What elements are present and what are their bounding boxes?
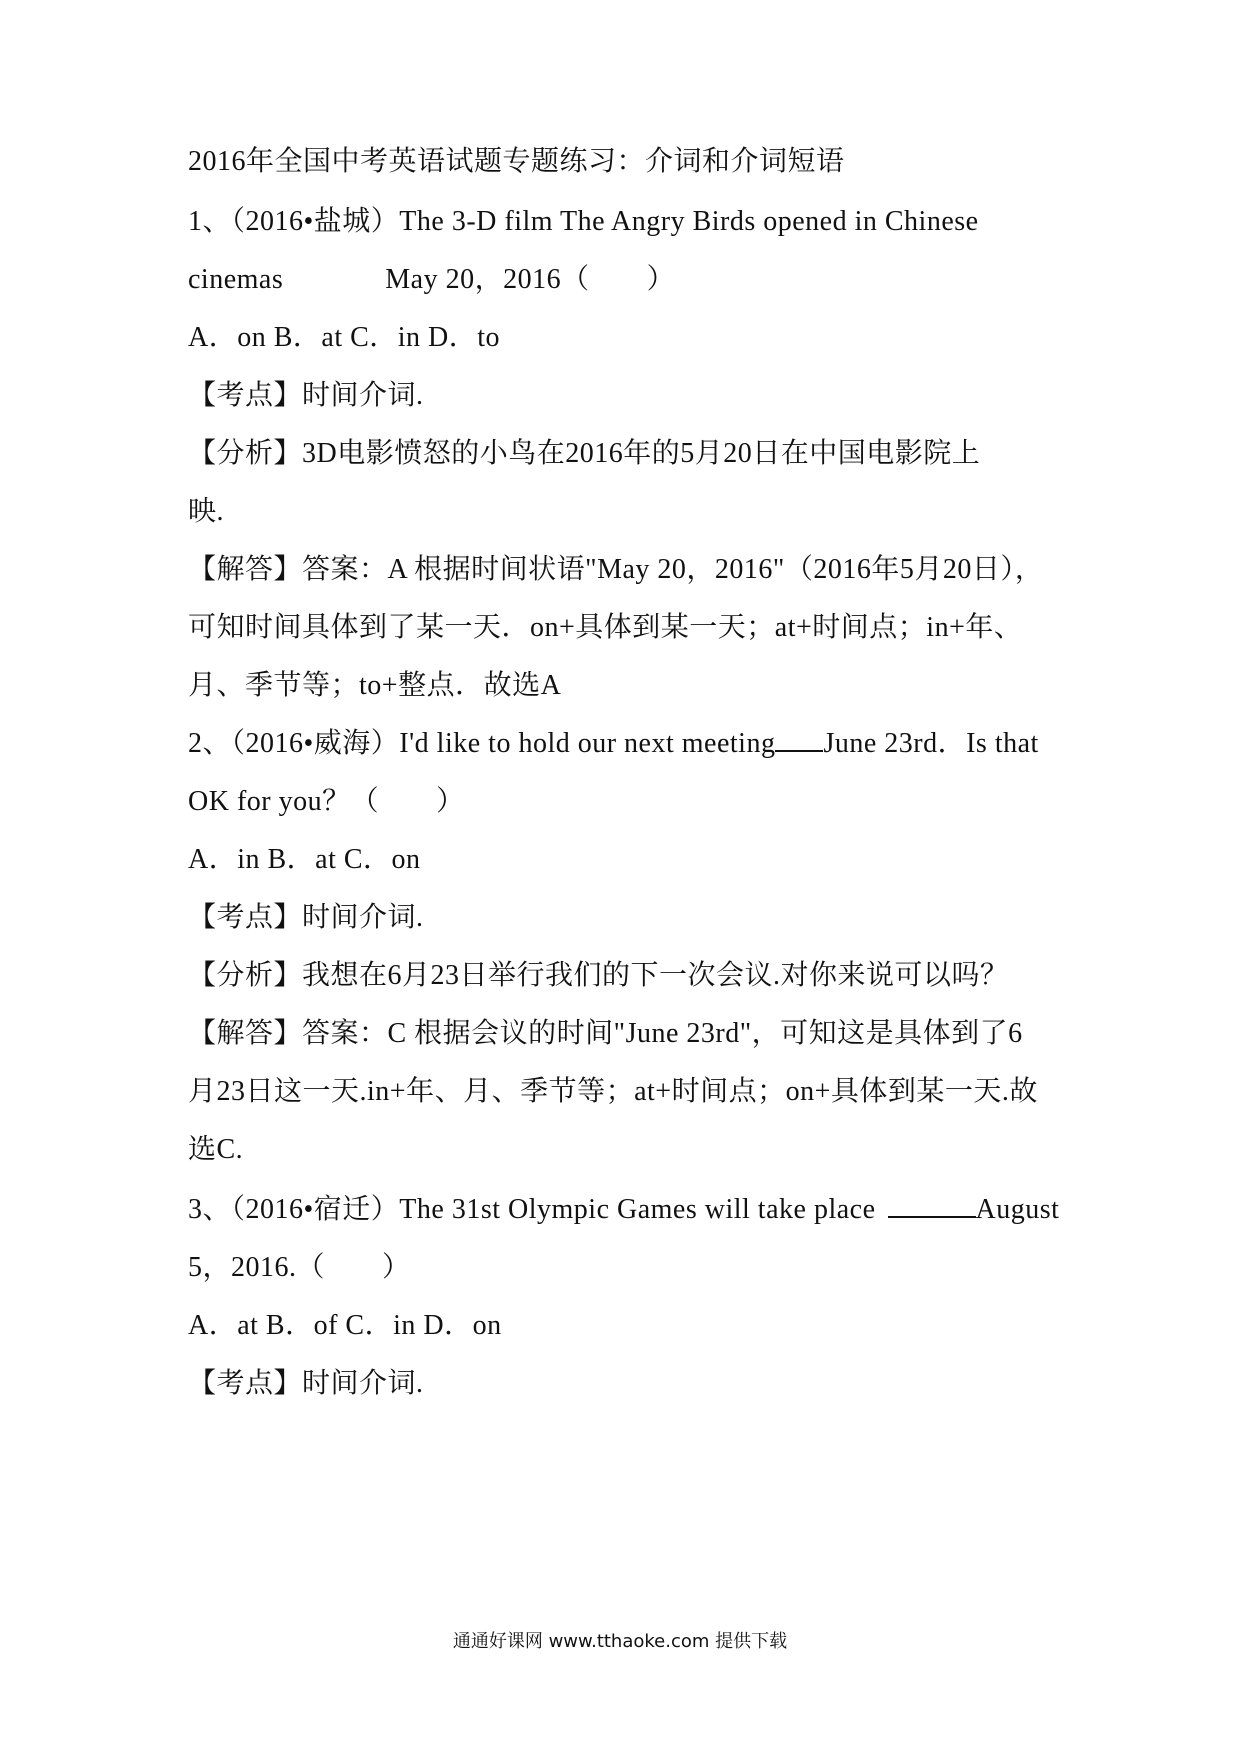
q1-answer-line2: 可知时间具体到了某一天．on+具体到某一天；at+时间点；in+年、 (188, 612, 1023, 643)
q2-stem-line1 (188, 724, 1060, 764)
q2-options: A．in B．at C．on (188, 844, 421, 875)
q2-stem-part1: 2、（2016•威海）I'd like to hold our next meeting (188, 728, 776, 759)
q1-stem-line1: 1、（2016•盐城）The 3-D film The Angry Birds opened in Chinese (188, 206, 979, 237)
q2-kaodian: 【考点】时间介词. (188, 902, 424, 933)
q1-stem-date: May 20，2016（ ） (385, 264, 676, 295)
q2-answer-line3: 选C. (188, 1134, 244, 1165)
q2-answer-line2: 月23日这一天.in+年、月、季节等；at+时间点；on+具体到某一天.故 (188, 1076, 1038, 1107)
q2-analysis-line1: 【分析】我想在6月23日举行我们的下一次会议.对你来说可以吗？ (188, 960, 1009, 991)
q2-answer-blank (775, 724, 823, 752)
page-footer: 通通好课网 www.tthaoke.com 提供下载 (452, 1631, 788, 1652)
q1-kaodian: 【考点】时间介词. (188, 380, 424, 411)
q3-stem-line1 (188, 1190, 1060, 1230)
q2-answer-line1: 【解答】答案：C 根据会议的时间"June 23rd"，可知这是具体到了6 (188, 1018, 1023, 1049)
q1-options: A．on B．at C．in D．to (188, 322, 501, 353)
q3-answer-blank (888, 1190, 976, 1218)
q1-analysis-line1: 【分析】3D电影愤怒的小鸟在2016年的5月20日在中国电影院上 (188, 438, 981, 469)
q2-stem-part2: June 23rd．Is that (823, 728, 1039, 759)
q3-kaodian: 【考点】时间介词. (188, 1368, 424, 1399)
q3-stem-part2: August (975, 1194, 1060, 1225)
q3-stem-line2: 5，2016.（ ） (188, 1252, 411, 1283)
q1-stem-line2 (188, 260, 1060, 300)
q3-stem-part1: 3、（2016•宿迁）The 31st Olympic Games will take place (188, 1194, 876, 1225)
document-title: 2016年全国中考英语试题专题练习：介词和介词短语 (188, 146, 845, 177)
q1-answer-line3: 月、季节等；to+整点．故选A (188, 670, 562, 701)
q1-stem-word: cinemas (188, 264, 284, 295)
q1-answer-line1: 【解答】答案：A 根据时间状语"May 20，2016"（2016年5月20日）， (188, 554, 1044, 585)
q3-options: A．at B．of C．in D．on (188, 1310, 502, 1341)
q2-stem-line2: OK for you？（ ） (188, 786, 465, 817)
q1-analysis-line2: 映. (188, 496, 225, 527)
